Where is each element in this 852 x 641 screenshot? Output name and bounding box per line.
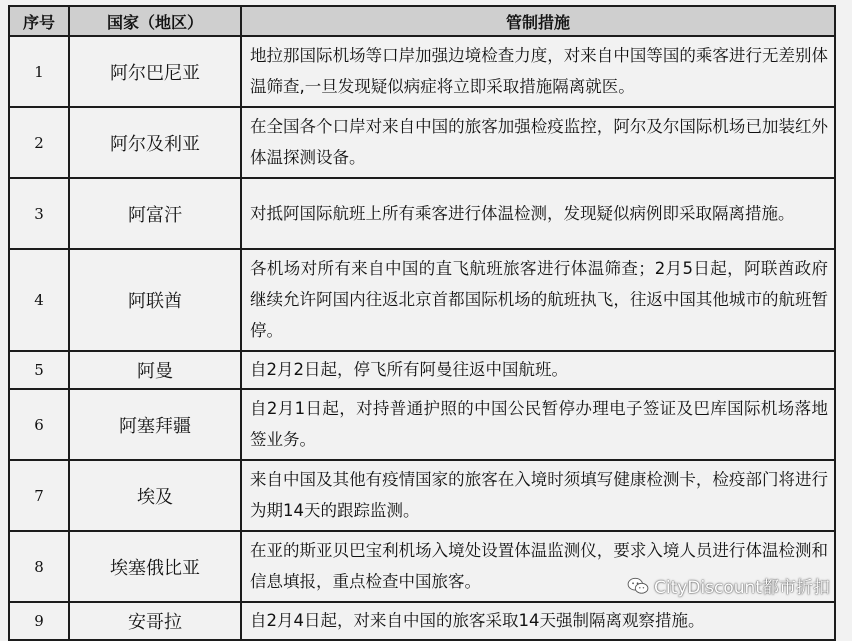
table-row [9, 351, 835, 389]
wechat-icon [627, 577, 649, 595]
row-measure: 各机场对所有来自中国的直飞航班旅客进行体温筛查；2月5日起，阿联酋政府继续允许阿国内往返北京首都国际机场的航班执飞，往返中国其他城市的航班暂停。 [241, 249, 835, 351]
row-number: 3 [9, 178, 69, 249]
header-no: 序号 [9, 6, 69, 36]
row-measure: 在亚的斯亚贝巴宝利机场入境处设置体温监测仪，要求入境人员进行体温检测和信息填报，重点检查中国旅客。 [241, 531, 835, 602]
table-row [9, 178, 835, 249]
row-number: 2 [9, 107, 69, 178]
row-country: 阿塞拜疆 [69, 389, 241, 460]
table-header-row [9, 6, 835, 36]
table-row [9, 460, 835, 531]
row-measure: 来自中国及其他有疫情国家的旅客在入境时须填写健康检测卡，检疫部门将进行为期14天的跟踪监测。 [241, 460, 835, 531]
table-row [9, 249, 835, 351]
header-measures: 管制措施 [241, 6, 835, 36]
table-row [9, 36, 835, 107]
row-country: 阿联酋 [69, 249, 241, 351]
header-country: 国家（地区） [69, 6, 241, 36]
row-number: 4 [9, 249, 69, 351]
row-number: 7 [9, 460, 69, 531]
row-measure: 对抵阿国际航班上所有乘客进行体温检测，发现疑似病例即采取隔离措施。 [241, 178, 835, 249]
row-measure: 自2月4日起，对来自中国的旅客采取14天强制隔离观察措施。 [241, 602, 835, 640]
row-measure: 在全国各个口岸对来自中国的旅客加强检疫监控，阿尔及尔国际机场已加装红外体温探测设备。 [241, 107, 835, 178]
row-measure: 地拉那国际机场等口岸加强边境检查力度，对来自中国等国的乘客进行无差别体温筛查,一旦发现疑似病症将立即采取措施隔离就医。 [241, 36, 835, 107]
watermark [627, 573, 830, 598]
row-country: 安哥拉 [69, 602, 241, 640]
row-number: 8 [9, 531, 69, 602]
table-row [9, 389, 835, 460]
row-country: 阿尔及利亚 [69, 107, 241, 178]
row-measure: 自2月1日起，对持普通护照的中国公民暂停办理电子签证及巴库国际机场落地签业务。 [241, 389, 835, 460]
row-country: 埃塞俄比亚 [69, 531, 241, 602]
measures-table [8, 5, 836, 641]
row-country: 埃及 [69, 460, 241, 531]
row-number: 9 [9, 602, 69, 640]
row-measure: 自2月2日起，停飞所有阿曼往返中国航班。 [241, 351, 835, 389]
row-country: 阿富汗 [69, 178, 241, 249]
row-number: 1 [9, 36, 69, 107]
table-row [9, 602, 835, 640]
row-number: 6 [9, 389, 69, 460]
watermark-text: CityDiscount都市折扣 [654, 578, 830, 598]
row-country: 阿尔巴尼亚 [69, 36, 241, 107]
row-country: 阿曼 [69, 351, 241, 389]
row-number: 5 [9, 351, 69, 389]
table-row [9, 107, 835, 178]
